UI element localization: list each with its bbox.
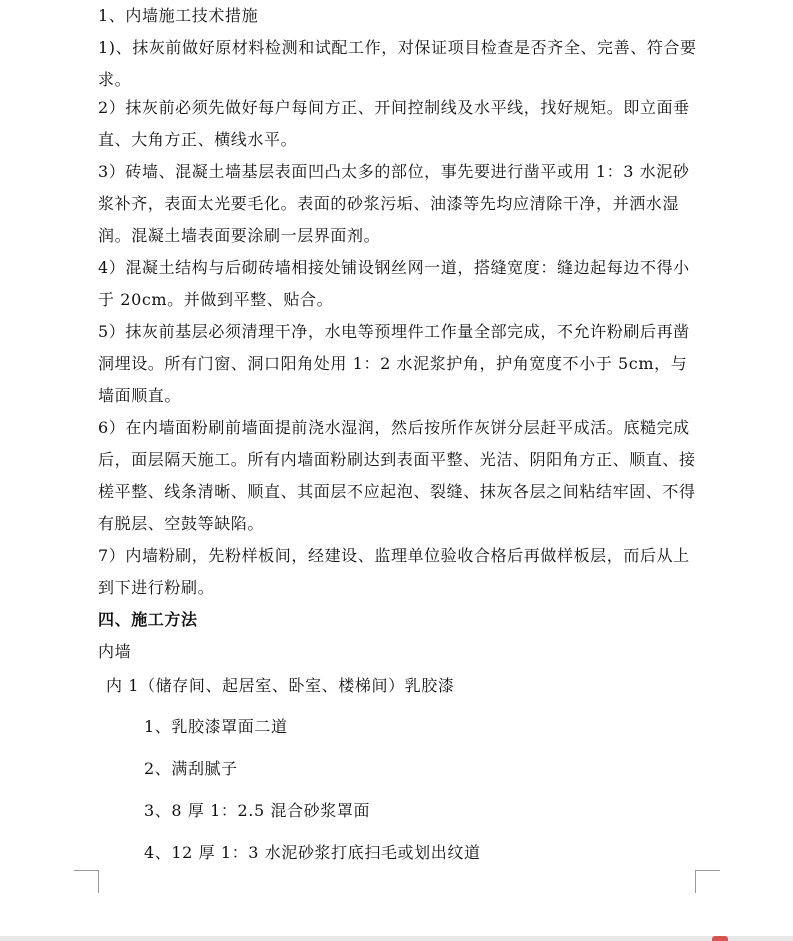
page-marker xyxy=(712,936,728,941)
paragraph-7: 7）内墙粉刷，先粉样板间，经建设、监理单位验收合格后再做样板层，而后从上到下进行粉刷。 xyxy=(98,546,690,597)
crop-mark-left xyxy=(74,870,99,893)
step-item: 1、乳胶漆罩面二道 xyxy=(144,717,288,736)
paragraph-5: 5）抹灰前基层必须清理干净，水电等预埋件工作量全部完成，不允许粉刷后再凿洞埋设。所有门窗、洞口阳角处用 1：2 水泥浆护角，护角宽度不小于 5cm，与墙面顺直。 xyxy=(98,322,690,405)
paragraph-intro: 1、内墙施工技术措施 xyxy=(98,6,259,25)
paragraph-1: 1)、抹灰前做好原材料检测和试配工作，对保证项目检查是否齐全、完善、符合要求。 xyxy=(98,38,697,89)
step-item: 3、8 厚 1：2.5 混合砂浆罩面 xyxy=(144,801,371,820)
crop-mark-right xyxy=(695,870,720,893)
paragraph-3: 3）砖墙、混凝土墙基层表面凹凸太多的部位，事先要进行凿平或用 1：3 水泥砂浆补齐，表面太光要毛化。表面的砂浆污垢、油漆等先均应清除干净，并洒水湿润。混凝土墙表面要涂刷一层界面剂。 xyxy=(98,162,690,245)
subheading: 内墙 xyxy=(98,642,132,661)
step-item: 4、12 厚 1：3 水泥砂浆打底扫毛或划出纹道 xyxy=(144,843,481,862)
page-bottom-edge xyxy=(0,936,793,941)
step-item: 2、满刮腻子 xyxy=(144,759,238,778)
section-heading: 四、施工方法 xyxy=(98,610,198,629)
paragraph-2: 2）抹灰前必须先做好每户每间方正、开间控制线及水平线，找好规矩。即立面垂直、大角方正、横线水平。 xyxy=(98,98,690,149)
item-title: 内 1（储存间、起居室、卧室、楼梯间）乳胶漆 xyxy=(106,676,455,695)
paragraph-4: 4）混凝土结构与后砌砖墙相接处铺设钢丝网一道，搭缝宽度：缝边起每边不得小于 20cm。并做到平整、贴合。 xyxy=(98,258,690,309)
paragraph-6: 6）在内墙面粉刷前墙面提前浇水湿润，然后按所作灰饼分层赶平成活。底糙完成后，面层隔天施工。所有内墙面粉刷达到表面平整、光洁、阴阳角方正、顺直、接槎平整、线条清晰、顺直、其面层不应起泡、裂缝、抹灰各层之间粘结牢固、不得有脱层、空鼓等缺陷。 xyxy=(98,418,696,533)
